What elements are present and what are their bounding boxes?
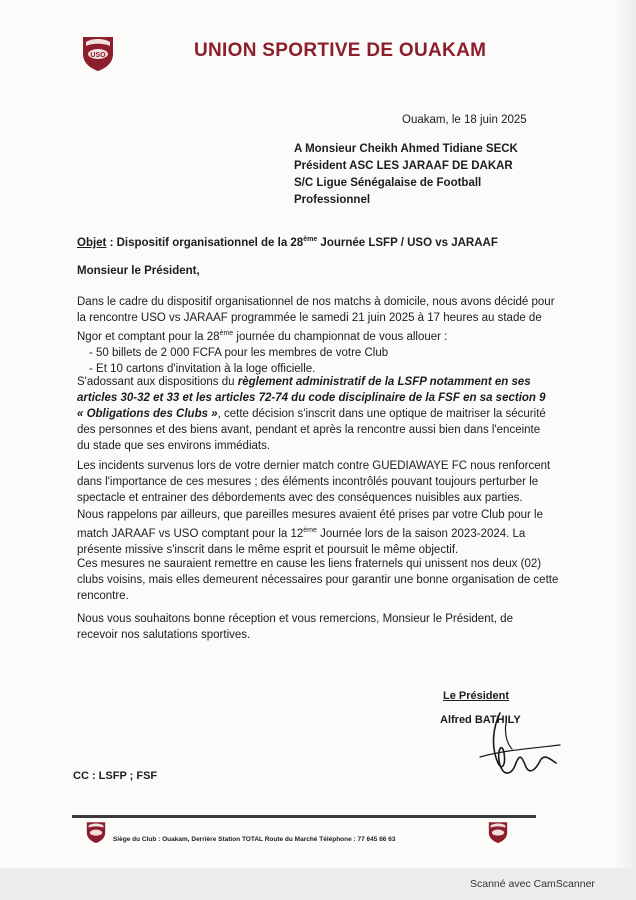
footer-crest-right-logo xyxy=(487,820,509,844)
paragraph-precedent xyxy=(77,507,547,558)
text-line: clubs voisins, mais elles demeurent nécessaires pour garantir une bonne organisation de cette xyxy=(77,574,559,586)
club-address-footer: Siège du Club : Ouakam, Derrière Station TOTAL Route du Marché Téléphone : 77 645 66 63 xyxy=(113,836,396,843)
text-line: dans l'importance de ces mesures ; des éléments incontrôlés pouvant toujours perturber le xyxy=(77,476,539,488)
place-and-date: Ouakam, le 18 juin 2025 xyxy=(402,114,527,126)
salutation: Monsieur le Président, xyxy=(77,265,200,277)
recipient-line: S/C Ligue Sénégalaise de Football xyxy=(294,177,482,189)
bullet-item: - Et 10 cartons d'invitation à la loge officielle. xyxy=(89,362,316,375)
paragraph-fraternal-ties xyxy=(77,556,559,604)
page-shadow xyxy=(614,0,636,868)
text-line: présente missive s'inscrit dans le même esprit et poursuit le même objectif. xyxy=(77,543,459,556)
text-line: Nous rappelons par ailleurs, que pareilles mesures avaient été prises par votre Club pour le xyxy=(77,509,543,521)
text-line: Les incidents survenus lors de votre dernier match contre GUEDIAWAYE FC nous renforcent xyxy=(77,460,551,472)
bold-italic-fragment: « Obligations des Clubs » xyxy=(77,408,218,420)
subject-superscript: ème xyxy=(303,236,318,243)
text-line: spectacle et entrainer des débordements avec des conséquences nuisibles aux parties. xyxy=(77,492,523,504)
carbon-copy: CC : LSFP ; FSF xyxy=(73,770,158,782)
superscript: ème xyxy=(219,330,234,337)
text-fragment: journée du championnat de vous allouer : xyxy=(233,330,448,343)
text-fragment: match JARAAF vs USO comptant pour la 12 xyxy=(77,527,304,540)
footer-divider xyxy=(72,815,536,818)
text-fragment: , cette décision s'inscrit dans une optique de maitriser la sécurité xyxy=(217,408,546,420)
subject-text-end: Journée LSFP / USO vs JARAAF xyxy=(317,236,498,249)
text-line: du stade que ses environs immédiats. xyxy=(77,440,271,452)
club-crest-logo xyxy=(80,34,116,72)
text-line: articles 30-32 et 33 et les articles 72-74 du code disciplinaire de la FSF en sa section 9 xyxy=(77,392,546,404)
paragraph-closing xyxy=(77,611,547,643)
text-line xyxy=(77,523,547,542)
organization-name: UNION SPORTIVE DE OUAKAM xyxy=(194,40,487,61)
recipient-line: A Monsieur Cheikh Ahmed Tidiane SECK xyxy=(294,143,518,155)
subject-text: : Dispositif organisationnel de la 28 xyxy=(106,236,304,249)
text-line: recevoir nos salutations sportives. xyxy=(77,629,251,641)
scanner-watermark: Scanné avec CamScanner xyxy=(470,878,595,890)
text-line: Ces mesures ne sauraient remettre en cause les liens fraternels qui unissent nos deux (02) xyxy=(77,558,542,570)
text-line: des personnes et des biens avant, pendant et après la rencontre aussi bien dans l'enceinte xyxy=(77,424,541,436)
signatory-title: Le Président xyxy=(443,690,510,702)
footer-crest-left-logo xyxy=(85,820,107,844)
recipient-line: Professionnel xyxy=(294,194,371,206)
text-line xyxy=(77,374,547,390)
paragraph-regulations xyxy=(77,374,547,454)
recipient-line: Président ASC LES JARAAF DE DAKAR xyxy=(294,160,513,172)
text-line xyxy=(77,406,547,422)
svg-text:USO: USO xyxy=(90,52,106,59)
bold-italic-fragment: règlement administratif de la LSFP notamment en ses xyxy=(237,376,531,388)
superscript: ème xyxy=(303,527,317,534)
paragraph-allocation xyxy=(77,294,555,377)
text-fragment: S'adossant aux dispositions du xyxy=(77,376,238,388)
text-line xyxy=(77,326,547,345)
text-line: la rencontre USO vs JARAAF programmée le samedi 21 juin 2025 à 17 heures au stade de xyxy=(77,312,542,324)
subject-label: Objet xyxy=(77,236,107,249)
text-line: rencontre. xyxy=(77,590,129,602)
signatory-name: Alfred BATHILY xyxy=(440,714,521,726)
handwritten-signature xyxy=(460,705,570,785)
text-line: Dans le cadre du dispositif organisationnel de nos matchs à domicile, nous avons décidé pour xyxy=(77,296,555,308)
recipient-address xyxy=(294,141,518,209)
bullet-item: - 50 billets de 2 000 FCFA pour les membres de votre Club xyxy=(89,346,389,359)
text-line: Nous vous souhaitons bonne réception et vous remercions, Monsieur le Président, de xyxy=(77,613,513,625)
text-fragment: Ngor et comptant pour la 28 xyxy=(77,330,220,343)
subject-line xyxy=(77,236,498,249)
paragraph-incidents xyxy=(77,458,551,506)
text-fragment: Journée lors de la saison 2023-2024. La xyxy=(316,527,526,540)
